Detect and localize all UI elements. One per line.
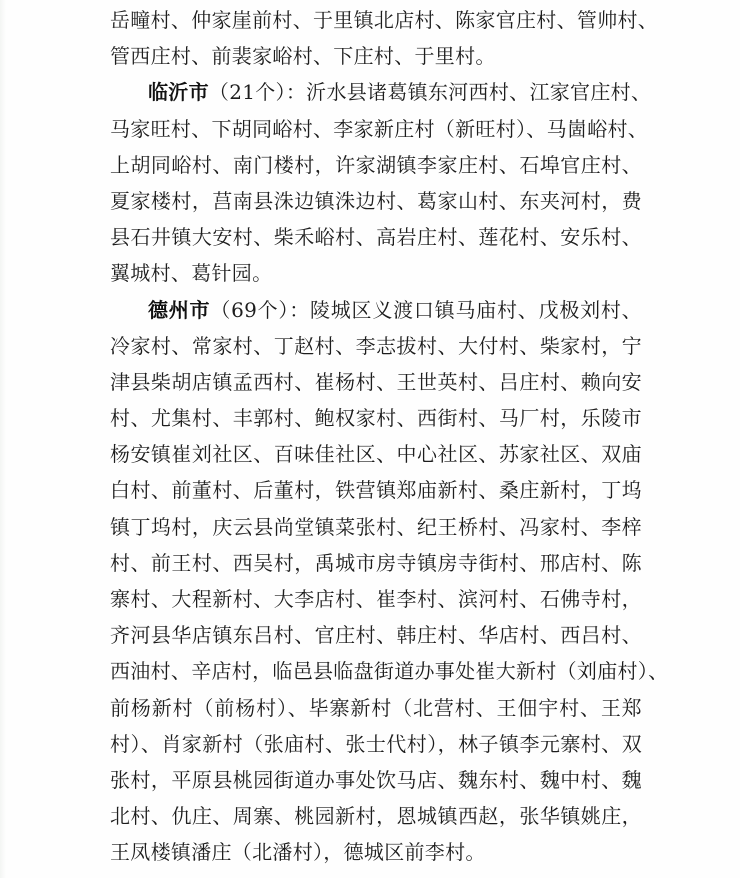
text-line: 杨安镇崔刘社区、百味佳社区、中心社区、苏家社区、双庙 <box>110 442 642 467</box>
text-line: 夏家楼村，莒南县洙边镇洙边村、葛家山村、东夹河村，费 <box>110 188 642 213</box>
section-first-line-text: （21个）：沂水县诸葛镇东河西村、江家官庄村、 <box>208 80 652 105</box>
section-heading-line <box>110 292 642 328</box>
text-line: 前杨新村（前杨村）、毕寨新村（北营村、王佃宇村、王郑 <box>110 695 642 720</box>
text-line: 村、前王村、西吴村，禹城市房寺镇房寺街村、邢店村、陈 <box>110 550 642 575</box>
city-name: 德州市 <box>148 297 211 322</box>
text-line: 管西庄村、前裴家峪村、下庄村、于里村。 <box>110 44 496 69</box>
text-line: 北村、仇庄、周寨、桃园新村，恩城镇西赵，张华镇姚庄， <box>110 804 642 829</box>
scan-edge <box>0 0 6 878</box>
text-line: 津县柴胡店镇孟西村、崔杨村、王世英村、吕庄村、赖向安 <box>110 369 642 394</box>
text-line: 冷家村、常家村、丁赵村、李志拔村、大付村、柴家村，宁 <box>110 333 642 358</box>
text-line: 齐河县华店镇东吕村、官庄村、韩庄村、华店村、西吕村、 <box>110 623 642 648</box>
section-first-line-text: （69个）：陵城区义渡口镇马庙村、戊极刘村、 <box>210 297 642 322</box>
text-line: 县石井镇大安村、柴禾峪村、高岩庄村、莲花村、安乐村、 <box>110 225 642 250</box>
text-line: 马家旺村、下胡同峪村、李家新庄村（新旺村）、马崮峪村、 <box>110 116 649 141</box>
text-line: 村、尤集村、丰郭村、鲍权家村、西街村、马厂村，乐陵市 <box>110 406 642 431</box>
text-line: 王凤楼镇潘庄（北潘村），德城区前李村。 <box>110 840 486 865</box>
text-line: 张村，平原县桃园街道办事处饮马店、魏东村、魏中村、魏 <box>110 767 642 792</box>
text-line: 白村、前董村、后董村，铁营镇郑庙新村、桑庄新村，丁坞 <box>110 478 642 503</box>
text-line: 村）、肖家新村（张庙村、张士代村），林子镇李元寨村、双 <box>110 731 642 756</box>
text-line: 镇丁坞村，庆云县尚堂镇菜张村、纪王桥村、冯家村、李梓 <box>110 514 642 539</box>
text-line: 上胡同峪村、南门楼村，许家湖镇李家庄村、石埠官庄村、 <box>110 152 642 177</box>
text-line: 寨村、大程新村、大李店村、崔李村、滨河村、石佛寺村， <box>110 587 642 611</box>
text-line: 翼城村、葛针园。 <box>110 261 273 286</box>
city-name: 临沂市 <box>148 80 209 105</box>
text-line: 岳疃村、仲家崖前村、于里镇北店村、陈家官庄村、管帅村、 <box>110 8 659 32</box>
document-body <box>110 0 669 871</box>
section-heading-line <box>110 74 652 110</box>
text-line: 西油村、辛店村，临邑县临盘街道办事处崔大新村（刘庙村）、 <box>110 659 669 684</box>
